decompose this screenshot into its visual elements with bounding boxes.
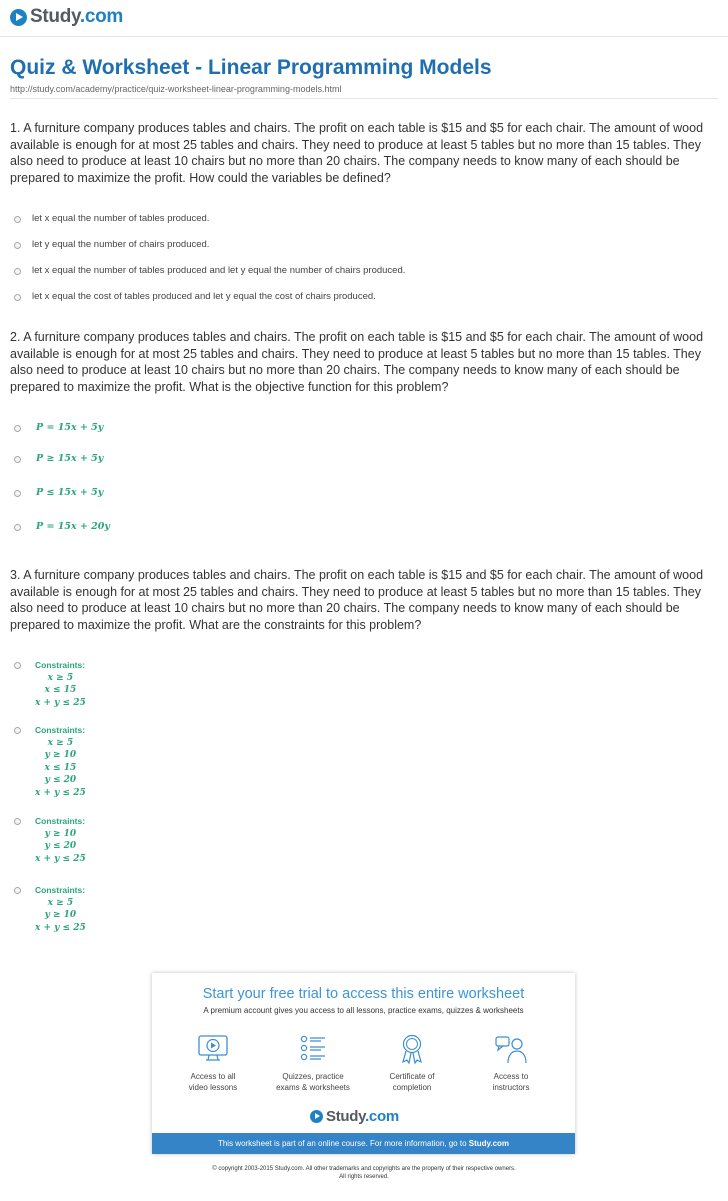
logo-text: Study.com [30,6,124,27]
study-link[interactable]: Study.com [468,1139,510,1148]
question-1-option-b[interactable] [14,239,209,250]
feature-label: Certificate of completion [389,1072,435,1092]
question-1-option-a[interactable] [14,213,209,224]
question-3-option-d[interactable] [14,884,86,934]
constraint-line: y ≥ 10 [44,750,77,761]
constraints-heading: Constraints: [35,725,86,735]
radio-button[interactable] [14,887,21,894]
constraint-line: x + y ≤ 25 [35,853,86,864]
constraint-line: x + y ≤ 25 [35,787,86,798]
feature-certificate [367,1033,457,1093]
question-2-option-d[interactable] [14,521,110,532]
feature-label: Quizzes, practice exams & worksheets [276,1072,350,1092]
radio-button[interactable] [14,294,21,301]
question-3-text: 3. A furniture company produces tables and chairs. The profit on each table is $15 and $5 for each chair. The amount of wood available is enough for at most 25 tables and chairs. They need to produce at least 5 tables but no more than 15 tables. They also need to produce at least 10 chairs but no more than 20 chairs. The company needs to know many of each should be prepared to maximize the profit. What are the constraints for this problem? [10,568,704,632]
constraint-line: x ≤ 15 [44,762,77,773]
feature-label: Access to instructors [492,1072,530,1092]
constraint-line: y ≤ 20 [44,841,77,852]
constraint-line: x ≤ 15 [44,685,77,696]
header-divider [0,36,728,37]
option-formula: P ≤ 15x + 5y [36,487,104,498]
question-2-text: 2. A furniture company produces tables and chairs. The profit on each table is $15 and $5 for each chair. The amount of wood available is enough for at most 25 tables and chairs. They need to produce at least 5 tables but no more than 15 tables. They also need to produce at least 10 chairs but no more than 20 chairs. The company needs to know many of each should be prepared to maximize the profit. What is the objective function for this problem? [10,330,704,394]
option-formula: P = 15x + 20y [36,521,110,532]
question-2-option-a[interactable] [14,422,103,433]
radio-button[interactable] [14,456,21,463]
option-label: let x equal the number of tables produced and let y equal the number of chairs produced. [32,265,406,276]
radio-button[interactable] [14,818,21,825]
question-2-option-c[interactable] [14,487,103,498]
question-1-text: 1. A furniture company produces tables and chairs. The profit on each table is $15 and $5 for each chair. The amount of wood available is enough for at most 25 tables and chairs. They need to produce at least 5 tables but no more than 15 tables. They also need to produce at least 10 chairs but no more than 20 chairs. The company needs to know many of each should be prepared to maximize the profit. How could the variables be defined? [10,121,704,185]
constraint-line: y ≤ 20 [44,775,77,786]
constraint-line: y ≥ 10 [44,828,77,839]
feature-video-lessons [168,1033,258,1093]
radio-button[interactable] [14,268,21,275]
logo-text: Study.com [326,1108,399,1125]
constraints-heading: Constraints: [35,816,86,826]
free-trial-card [152,973,575,1154]
constraint-line: x ≥ 5 [47,737,74,748]
question-2-option-b[interactable] [14,453,103,464]
radio-button[interactable] [14,216,21,223]
title-divider [10,98,718,99]
question-3-option-b[interactable] [14,724,86,800]
constraint-set [35,659,86,709]
free-trial-title[interactable]: Start your free trial to access this entire worksheet [202,986,525,1002]
course-info-bar [152,1133,575,1154]
page-url: http://study.com/academy/practice/quiz-worksheet-linear-programming-models.html [10,84,342,94]
constraint-line: x + y ≤ 25 [35,697,86,708]
option-label: let y equal the number of chairs produced. [32,239,210,250]
certificate-ribbon-icon [395,1033,429,1065]
option-formula: P ≥ 15x + 5y [36,453,104,464]
constraint-line: x ≥ 5 [47,672,74,683]
option-formula: P = 15x + 5y [36,422,104,433]
page-title: Quiz & Worksheet - Linear Programming Models [10,56,492,79]
feature-instructors [466,1033,556,1093]
constraint-set [35,815,86,865]
question-3-option-c[interactable] [14,815,86,865]
feature-quizzes [268,1033,358,1093]
quiz-list-icon [296,1033,330,1065]
radio-button[interactable] [14,662,21,669]
card-study-logo[interactable] [310,1108,399,1125]
radio-button[interactable] [14,727,21,734]
play-circle-icon [310,1110,323,1123]
study-logo[interactable] [10,6,123,28]
constraint-set [35,724,86,800]
question-3-option-a[interactable] [14,659,86,709]
question-1-option-c[interactable] [14,265,405,276]
radio-button[interactable] [14,524,21,531]
radio-button[interactable] [14,490,21,497]
constraint-line: x ≥ 5 [47,897,74,908]
video-lesson-icon [196,1033,230,1065]
option-label: let x equal the number of tables produced. [32,213,210,224]
constraint-line: y ≥ 10 [44,910,77,921]
radio-button[interactable] [14,242,21,249]
constraint-line: x + y ≤ 25 [35,922,86,933]
constraint-set [35,884,86,934]
instructor-chat-icon [494,1033,528,1065]
radio-button[interactable] [14,425,21,432]
option-label: let x equal the cost of tables produced and let y equal the cost of chairs produced. [32,291,376,302]
constraints-heading: Constraints: [35,885,86,895]
constraints-heading: Constraints: [35,660,86,670]
course-info-text: This worksheet is part of an online course. For more information, go to [217,1139,469,1148]
copyright-notice: © copyright 2003-2015 Study.com. All other trademarks and copyrights are the property of their respective owners. All rights reserved. [212,1166,516,1180]
feature-label: Access to all video lessons [188,1072,238,1092]
question-1-option-d[interactable] [14,291,376,302]
free-trial-subtitle: A premium account gives you access to all lessons, practice exams, quizzes & worksheets [203,1006,524,1015]
play-circle-icon [10,9,27,26]
